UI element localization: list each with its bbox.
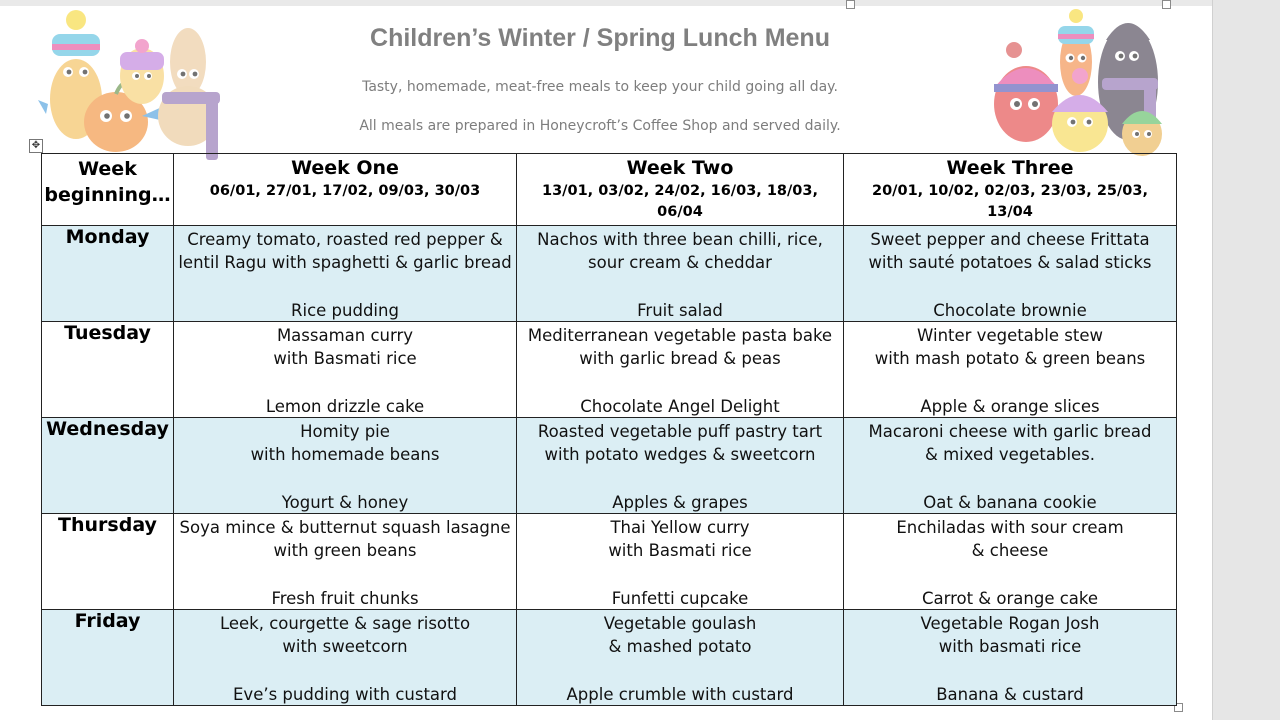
week-three-header [844,154,1177,226]
week-dates: 06/01, 27/01, 17/02, 09/03, 30/03 [209,183,481,199]
week-name: Week Three [946,157,1074,179]
main-line-1: Sweet pepper and cheese Frittata [870,230,1150,249]
main-line-2: & mixed vegetables. [924,445,1096,464]
butternut-with-scarf-icon [158,28,220,160]
main-line-1: Leek, courgette & sage risotto [219,614,471,633]
day-row-thursday [42,514,1177,610]
main-line-2: & cheese [971,541,1049,560]
meal-cell[interactable] [844,514,1177,610]
meal-cell[interactable] [517,322,844,418]
main-line-2: with basmati rice [938,637,1082,656]
day-row-monday [42,226,1177,322]
week-name: Week One [291,157,399,179]
main-line-2: lentil Ragu with spaghetti & garlic bread [178,253,512,272]
week-label-line-2: beginning… [44,184,171,206]
main-line-1: Massaman curry [276,326,414,345]
main-line-1: Creamy tomato, roasted red pepper & [187,230,503,249]
day-row-wednesday [42,418,1177,514]
resize-handle-top[interactable] [846,0,855,9]
week-beginning-header [42,154,174,226]
meal-cell[interactable] [844,322,1177,418]
dessert: Yogurt & honey [281,493,409,512]
table-header-row [42,154,1177,226]
main-line-1: Homity pie [300,422,390,441]
main-line-2: with garlic bread & peas [579,349,781,368]
main-line-2: with mash potato & green beans [874,349,1146,368]
dessert: Lemon drizzle cake [265,397,425,416]
week-label-line-1: Week [78,158,137,180]
week-dates: 13/01, 03/02, 24/02, 16/03, 18/03, 06/04 [542,183,818,220]
main-line-2: sour cream & cheddar [588,253,772,272]
main-line-1: Winter vegetable stew [917,326,1103,345]
meal-cell[interactable] [174,514,517,610]
meal-cell[interactable] [174,226,517,322]
dessert: Apples & grapes [612,493,748,512]
main-line-1: Soya mince & butternut squash lasagne [179,518,511,537]
main-line-1: Mediterranean vegetable pasta bake [527,326,833,345]
dessert: Oat & banana cookie [923,493,1097,512]
dessert: Chocolate brownie [933,301,1087,320]
main-line-1: Thai Yellow curry [610,518,750,537]
day-name: Tuesday [42,322,174,418]
day-name: Wednesday [42,418,174,514]
main-line-2: with sauté potatoes & salad sticks [868,253,1152,272]
dessert: Apple & orange slices [920,397,1100,416]
main-line-1: Macaroni cheese with garlic bread [868,422,1152,441]
main-line-2: with potato wedges & sweetcorn [544,445,816,464]
main-line-2: with green beans [273,541,417,560]
week-dates: 20/01, 10/02, 02/03, 23/03, 25/03, 13/04 [872,183,1148,220]
dessert: Fruit salad [637,301,723,320]
dessert: Banana & custard [936,685,1084,704]
meal-cell[interactable] [517,418,844,514]
menu-subtitle: Tasty, homemade, meat-free meals to keep your child going all day. [362,79,838,95]
meal-cell[interactable] [517,610,844,706]
carrot-with-beanie-icon [1058,9,1094,96]
dessert: Carrot & orange cake [921,589,1099,608]
dessert: Fresh fruit chunks [271,589,419,608]
meal-cell[interactable] [174,418,517,514]
main-line-2: with Basmati rice [273,349,417,368]
week-two-header [517,154,844,226]
meal-cell[interactable] [517,226,844,322]
meal-cell[interactable] [844,226,1177,322]
day-name: Friday [42,610,174,706]
lunch-menu-table[interactable] [41,153,1177,706]
main-line-2: with Basmati rice [608,541,752,560]
menu-title: Children’s Winter / Spring Lunch Menu [370,24,830,52]
document-margin-gutter [1212,0,1280,720]
main-line-2: & mashed potato [608,637,752,656]
meal-cell[interactable] [174,322,517,418]
day-name: Thursday [42,514,174,610]
dessert: Funfetti cupcake [611,589,749,608]
meal-cell[interactable] [844,418,1177,514]
red-pepper-with-hat-icon [994,42,1058,142]
dessert: Eve’s pudding with custard [233,685,457,704]
main-line-2: with homemade beans [250,445,440,464]
day-name: Monday [42,226,174,322]
main-line-1: Vegetable goulash [603,614,757,633]
meal-cell[interactable] [174,610,517,706]
dessert: Rice pudding [291,301,399,320]
small-squash-with-hat-icon [1122,111,1162,156]
main-line-1: Vegetable Rogan Josh [920,614,1100,633]
dessert: Apple crumble with custard [566,685,794,704]
day-row-friday [42,610,1177,706]
day-row-tuesday [42,322,1177,418]
dessert: Chocolate Angel Delight [580,397,780,416]
vegetables-left-illustration [38,4,238,164]
main-line-2: with sweetcorn [282,637,408,656]
main-line-1: Nachos with three bean chilli, rice, [537,230,823,249]
week-name: Week Two [626,157,734,179]
meal-cell[interactable] [844,610,1177,706]
menu-note: All meals are prepared in Honeycroft’s Coffee Shop and served daily. [359,118,841,134]
vegetables-right-illustration [988,4,1188,164]
table-move-handle-icon[interactable]: ✥ [29,139,43,153]
main-line-1: Roasted vegetable puff pastry tart [537,422,823,441]
main-line-1: Enchiladas with sour cream [896,518,1124,537]
meal-cell[interactable] [517,514,844,610]
week-one-header [174,154,517,226]
